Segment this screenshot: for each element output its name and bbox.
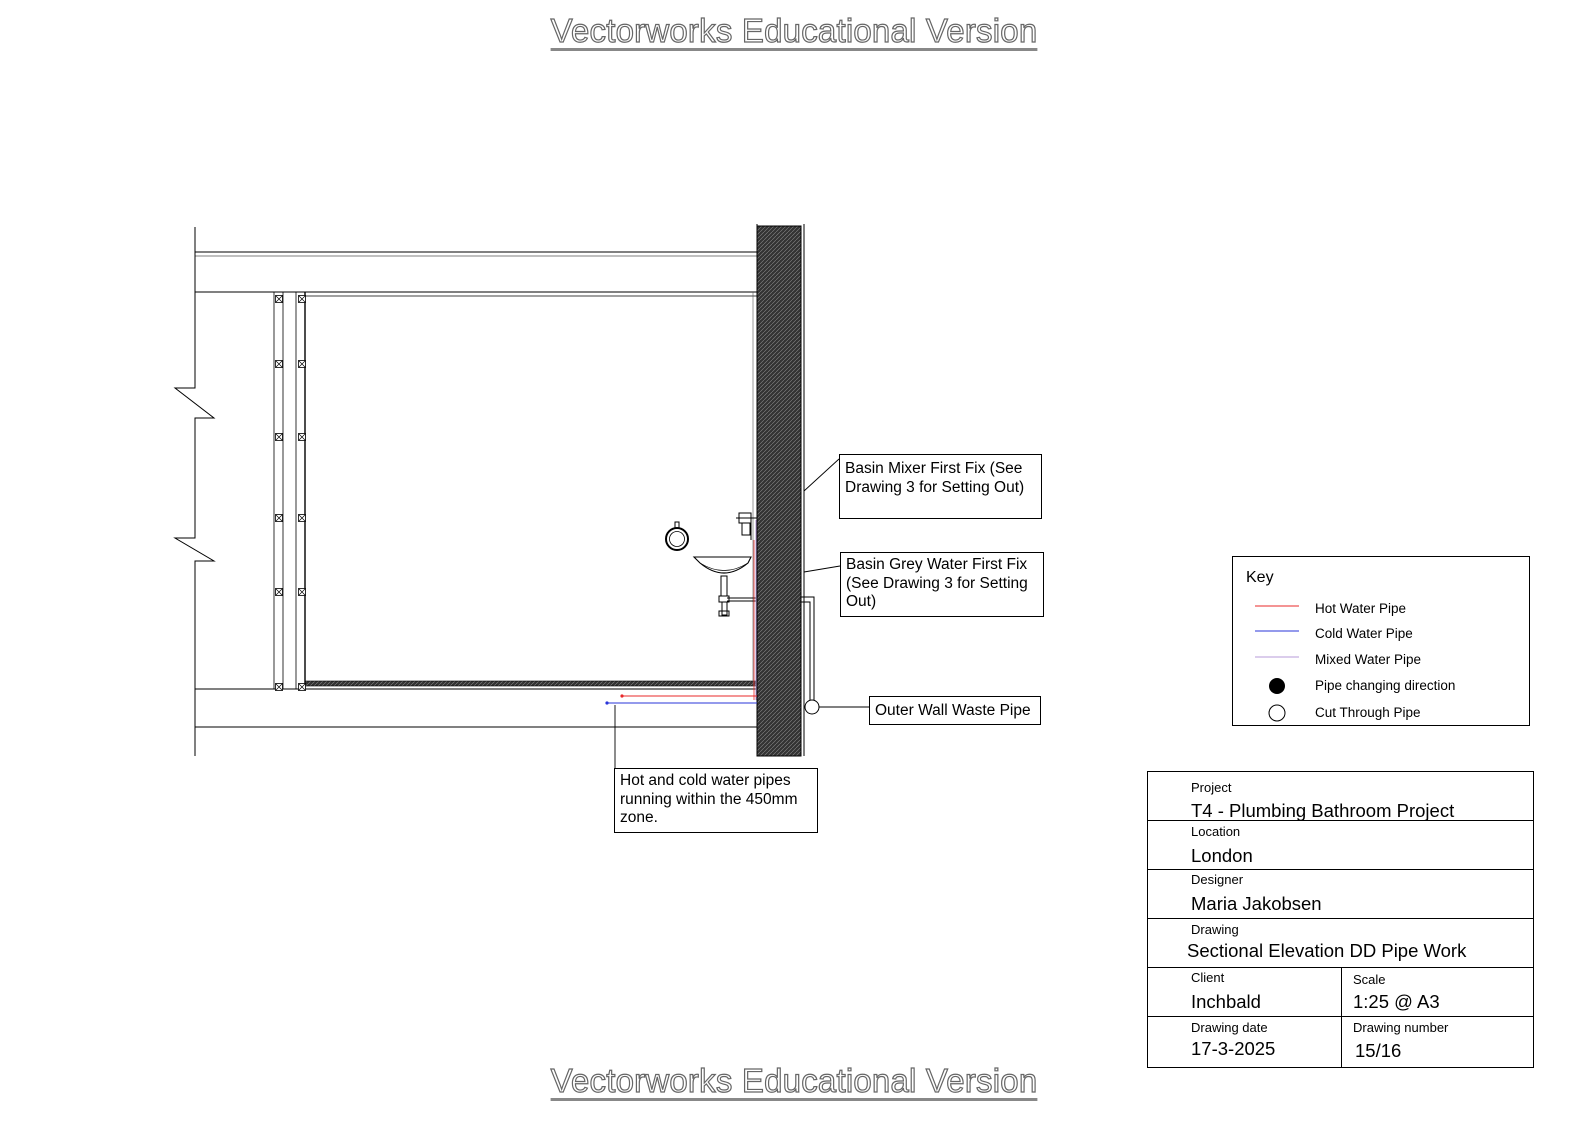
- tb-cell-client: [1148, 968, 1342, 1016]
- tb-location-value: London: [1191, 845, 1253, 866]
- legend-row-mixed: [1233, 649, 1529, 671]
- tb-location-label: Location: [1191, 824, 1241, 839]
- legend-label-cold: Cold Water Pipe: [1315, 626, 1413, 641]
- tb-scale-value: 1:25 @ A3: [1353, 991, 1440, 1012]
- fixing-mark: [299, 515, 306, 522]
- callout-basin-grey-water: [840, 552, 1044, 617]
- fixing-mark: [276, 361, 283, 368]
- watermark-top: Vectorworks Educational Version: [550, 12, 1038, 49]
- fixing-mark: [276, 515, 283, 522]
- open-circle-icon: [1255, 702, 1299, 724]
- fixing-mark: [299, 296, 306, 303]
- legend-label-mixed: Mixed Water Pipe: [1315, 652, 1422, 667]
- tb-drawing-label: Drawing: [1191, 922, 1239, 937]
- legend-label-hot: Hot Water Pipe: [1315, 601, 1407, 616]
- tb-drawing-value: Sectional Elevation DD Pipe Work: [1187, 940, 1467, 961]
- legend-row-cold: [1233, 623, 1529, 645]
- left-partition-wall: [274, 292, 305, 689]
- tb-row-drawing: [1148, 919, 1533, 968]
- callout-hot-cold-line2: running within the 450mm: [620, 790, 798, 808]
- tb-number-value: 15/16: [1355, 1040, 1402, 1061]
- cut-through-pipe: [805, 700, 819, 714]
- leader-lines: [615, 459, 869, 768]
- tb-project-label: Project: [1191, 780, 1232, 795]
- fixing-mark: [276, 434, 283, 441]
- legend-title: Key: [1246, 569, 1274, 586]
- fixing-mark: [276, 684, 283, 691]
- callout-hot-cold-line1: Hot and cold water pipes: [620, 772, 791, 789]
- ceiling-slab: [195, 252, 757, 296]
- legend-label-cut: Cut Through Pipe: [1315, 705, 1421, 720]
- break-line-left: [175, 227, 214, 756]
- basin: [694, 557, 757, 616]
- fixing-mark: [299, 684, 306, 691]
- tb-date-label: Drawing date: [1191, 1020, 1268, 1035]
- callout-outer-wall-waste: [869, 696, 1041, 725]
- partition-fixings: [276, 296, 306, 691]
- tb-row-date-number: [1148, 1017, 1533, 1067]
- tb-row-location: [1148, 821, 1533, 870]
- legend-key: [1232, 556, 1530, 726]
- fixing-mark: [276, 296, 283, 303]
- tb-designer-label: Designer: [1191, 872, 1244, 887]
- external-wall: [753, 224, 804, 756]
- callout-basin-grey-line2: (See Drawing 3 for Setting: [846, 574, 1028, 592]
- tb-cell-date: [1148, 1017, 1342, 1067]
- legend-row-cut: [1233, 702, 1529, 724]
- callout-basin-mixer-line1: Basin Mixer First Fix (See: [845, 460, 1023, 477]
- filled-circle-icon: [1255, 675, 1299, 697]
- callout-basin-grey-line3: Out): [846, 593, 877, 610]
- tb-row-project: [1148, 772, 1533, 821]
- towel-ring: [666, 522, 688, 550]
- legend-row-direction: [1233, 675, 1529, 697]
- watermark-bottom: Vectorworks Educational Version: [550, 1062, 1038, 1099]
- cold-water-line-icon: [1255, 623, 1299, 645]
- tb-scale-label: Scale: [1353, 972, 1386, 987]
- tb-project-value: T4 - Plumbing Bathroom Project: [1191, 800, 1455, 821]
- fixing-mark: [299, 361, 306, 368]
- callout-basin-mixer: [839, 454, 1042, 519]
- tb-designer-value: Maria Jakobsen: [1191, 893, 1322, 914]
- fixing-mark: [299, 589, 306, 596]
- tb-cell-number: [1341, 1017, 1533, 1067]
- waste-pipe: [801, 597, 814, 700]
- callout-basin-grey-line1: Basin Grey Water First Fix: [846, 556, 1028, 573]
- fixing-mark: [276, 589, 283, 596]
- mixed-water-line-icon: [1255, 649, 1299, 671]
- fixing-mark: [299, 434, 306, 441]
- tb-client-value: Inchbald: [1191, 991, 1261, 1012]
- callout-hot-cold-pipes: [614, 768, 818, 833]
- legend-label-direction: Pipe changing direction: [1315, 678, 1456, 693]
- tb-date-value: 17-3-2025: [1191, 1038, 1276, 1059]
- title-block: [1147, 771, 1534, 1068]
- tb-client-label: Client: [1191, 970, 1225, 985]
- basin-mixer: [736, 513, 757, 540]
- tb-row-designer: [1148, 870, 1533, 919]
- hot-water-line-icon: [1255, 598, 1299, 620]
- tb-number-label: Drawing number: [1353, 1020, 1449, 1035]
- callout-hot-cold-line3: zone.: [620, 809, 658, 826]
- tb-row-client-scale: [1148, 968, 1533, 1017]
- callout-basin-mixer-line2: Drawing 3 for Setting Out): [845, 479, 1025, 496]
- callout-outer-waste-line1: Outer Wall Waste Pipe: [875, 702, 1031, 719]
- legend-row-hot: [1233, 598, 1529, 620]
- tb-cell-scale: [1341, 968, 1533, 1016]
